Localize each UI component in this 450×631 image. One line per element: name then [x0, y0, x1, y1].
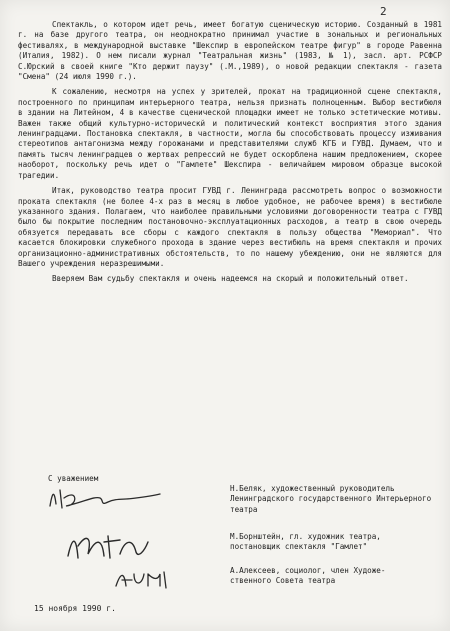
paragraph-context: К сожалению, несмотря на успех у зрителей, прокат на традиционной сцене спектакля, построенного по принципам интерьерного театра, нельзя признать полноценным. Выбор вестибюля в здании на Литейном, 4 в качестве сценической площадки имеет не только эстетические мотивы. Важен также общий культурно-историческй и политический контекст восприятия этого здания ленинградцами. Постановка спектакля, в частности, могла бы способствовать процессу изживания стереотипов антагонизма между горожанами и представителями служб КГБ и ГУВД. Думаем, что и память тысяч ленинградцев о жертвах репрессий не будет оскорблена нашим предложением, скорее наоборот, поскольку речь идет о "Гамлете" Шекспира - величайшем мировом образце высокой трагедии.: [18, 87, 442, 180]
signatory-name-line: А.Алексеев, социолог, член Художе-: [230, 566, 386, 575]
paragraph-request: Итак, руководство театра просит ГУВД г. Ленинграда рассмотреть вопрос о возможности проката спектакля (не более 4-х раз в месяц в любое удобное, не рабочее время) в вестибюле указанного здания. Полагаем, что наиболее правильными условиями договоренности театра с ГУВД было бы покрытие последним постановочно-эксплуатационных расходов, а театр в свою очередь обязуется передавать все сборы с каждого спектакля в пользу общества "Мемориал". Что касается блокировки служебного прохода в здание через вестибюль на время спектакля и прочих организационно-административных обстоятельств, то по нашему убеждению, они не являются для Вашего учреждения неразрешимыми.: [18, 186, 442, 268]
letter-date: 15 ноября 1990 г.: [34, 604, 116, 613]
handwritten-signature-belyak: [44, 484, 164, 514]
signatory-belyak: [230, 484, 442, 515]
signatory-detail: ственного Совета театра: [230, 576, 336, 586]
paragraph-history: Спектакль, о котором идет речь, имеет богатую сценическую историю. Созданный в 1981 г. на базе другого театра, он неоднократно принимал участие в зональных и региональных фестивалях, в международной выставке "Шекспир в европейском театре фигур" в городе Равенна (Италия, 1982). О нем писали журнал "Театральная жизнь" (1983, № 1), засл. арт. РСФСР С.Юрский в своей книге "Кто держит паузу" (.М.,1989), о новой редакции спектакля - газета "Смена" (24 июля 1990 г.).: [18, 20, 442, 82]
page-number: 2: [380, 5, 387, 18]
handwritten-signature-alekseev: [112, 566, 172, 590]
closing-salutation: С уважением: [48, 474, 99, 483]
signatory-alekseev: [230, 566, 442, 587]
signatory-name-line: М.Борнштейн, гл. художник театра,: [230, 532, 381, 541]
signatory-name-line: Н.Беляк, художественный руководитель: [230, 484, 395, 493]
handwritten-signature-bornshtein: [62, 528, 152, 564]
paragraph-closing-hope: Вверяем Вам судьбу спектакля и очень надеемся на скорый и положительный ответ.: [52, 274, 409, 284]
signatory-detail: постановщик спектакля "Гамлет": [230, 542, 368, 552]
signatory-bornshtein: [230, 532, 442, 553]
signatory-detail: Ленинградского государственного Интерьерного театра: [230, 494, 432, 514]
